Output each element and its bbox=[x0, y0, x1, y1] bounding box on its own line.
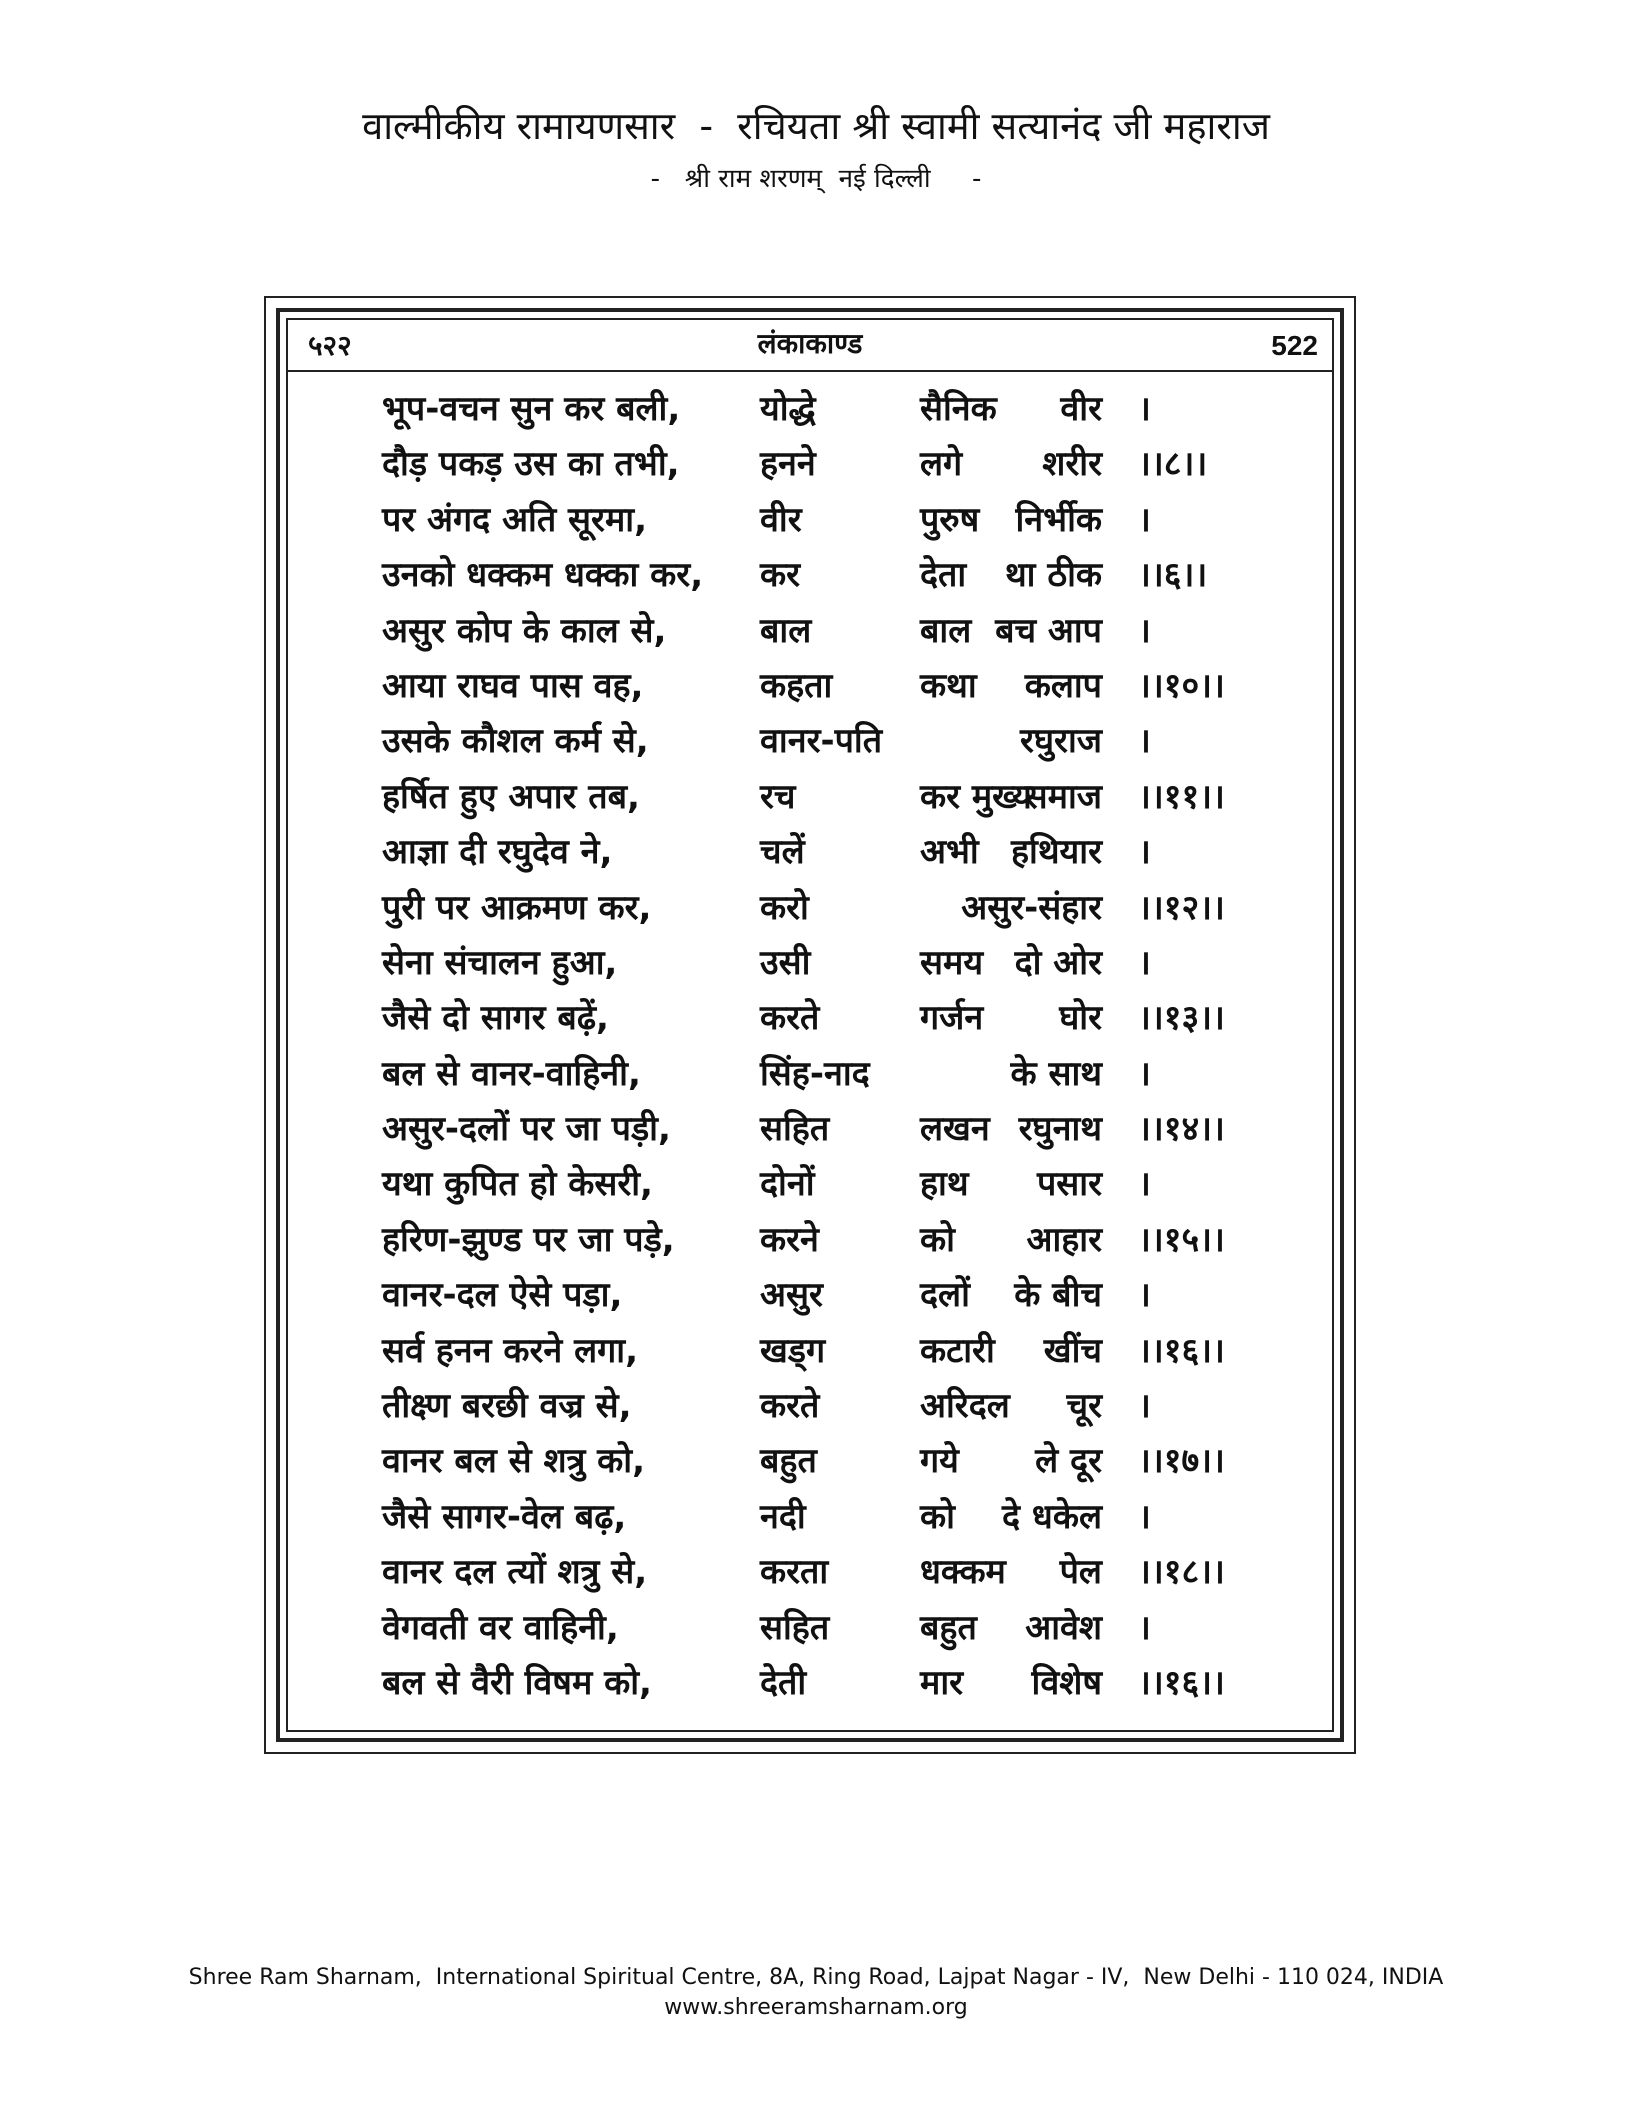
verse-end-mark: ।।१८।। bbox=[1138, 1552, 1225, 1593]
verse-end-mark: । bbox=[1138, 1496, 1151, 1537]
verse-second-half-word: को bbox=[920, 1496, 955, 1537]
verse-first-half: असुर कोप के काल से, bbox=[382, 610, 667, 651]
verse-second-half-word: दे धकेल bbox=[1002, 1496, 1102, 1537]
verse-end-mark: । bbox=[1138, 832, 1151, 873]
verse-end-mark: ।।८।। bbox=[1138, 444, 1208, 485]
verse-second-half-word: करने bbox=[760, 1219, 819, 1260]
verse-end-mark: । bbox=[1138, 1053, 1151, 1094]
verse-end-mark: ।।१५।। bbox=[1138, 1219, 1225, 1260]
verse-second-half-word: सहित bbox=[760, 1607, 830, 1648]
verse-line bbox=[288, 604, 1332, 659]
verse-second-half-word: लखन bbox=[920, 1109, 990, 1150]
verse-line bbox=[288, 493, 1332, 548]
verse-first-half: वानर दल त्यों शत्रु से, bbox=[382, 1552, 648, 1593]
verse-line bbox=[288, 437, 1332, 492]
verse-second-half-word: आवेश bbox=[1025, 1607, 1102, 1648]
verse-line bbox=[288, 881, 1332, 936]
verse-end-mark: । bbox=[1138, 1607, 1151, 1648]
verse-end-mark: ।।११।। bbox=[1138, 776, 1225, 817]
verse-second-half-word: बाल bbox=[920, 610, 972, 651]
verse-first-half: पर अंगद अति सूरमा, bbox=[382, 499, 648, 540]
verse-second-half-word: सैनिक bbox=[920, 389, 997, 429]
verse-second-half-word: बहुत bbox=[760, 1441, 817, 1482]
verse-first-half: पुरी पर आक्रमण कर, bbox=[382, 887, 652, 928]
verse-line bbox=[288, 714, 1332, 769]
verse-end-mark: ।।१४।। bbox=[1138, 1109, 1225, 1150]
verse-second-half-word: हाथ bbox=[920, 1164, 969, 1205]
verse-first-half: उसके कौशल कर्म से, bbox=[382, 721, 649, 762]
page-frame-border bbox=[276, 308, 1344, 1742]
verse-first-half: जैसे सागर-वेल बढ़, bbox=[382, 1496, 627, 1537]
verse-line bbox=[288, 1268, 1332, 1323]
verse-second-half-word: करते bbox=[760, 1386, 820, 1427]
verse-second-half-word: निर्भीक bbox=[1015, 499, 1102, 540]
verse-end-mark: ।।१७।। bbox=[1138, 1441, 1225, 1482]
verse-second-half-word: नदी bbox=[760, 1496, 806, 1537]
verse-second-half-word: वीर bbox=[1060, 389, 1102, 429]
verse-second-half-word: कर मुख्य bbox=[920, 776, 1032, 817]
verse-line bbox=[288, 1490, 1332, 1545]
verse-end-mark: । bbox=[1138, 1164, 1151, 1205]
verse-line bbox=[288, 382, 1332, 437]
verse-second-half-word: गये bbox=[920, 1441, 959, 1482]
verse-first-half: भूप-वचन सुन कर बली, bbox=[382, 389, 681, 429]
verse-first-half: सर्व हनन करने लगा, bbox=[382, 1330, 638, 1371]
verse-line bbox=[288, 1324, 1332, 1379]
verse-end-mark: । bbox=[1138, 389, 1151, 429]
verse-end-mark: ।।६।। bbox=[1138, 555, 1208, 596]
verse-second-half-word: कहता bbox=[760, 665, 833, 706]
page-number-english: 522 bbox=[1271, 330, 1318, 361]
verse-line bbox=[288, 1102, 1332, 1157]
verse-second-half-word: ले दूर bbox=[1035, 1441, 1102, 1482]
verse-second-half-word: आहार bbox=[1026, 1219, 1102, 1260]
verse-list bbox=[288, 382, 1332, 1711]
verse-first-half: हर्षित हुए अपार तब, bbox=[382, 776, 640, 817]
document-header-subtitle: - श्री राम शरणम् नई दिल्ली - bbox=[650, 164, 982, 194]
verse-second-half-word: दो ओर bbox=[1014, 942, 1102, 983]
verse-line bbox=[288, 936, 1332, 991]
verse-second-half-word: देती bbox=[760, 1662, 807, 1703]
verse-first-half: आज्ञा दी रघुदेव ने, bbox=[382, 832, 613, 873]
verse-second-half-word: खींच bbox=[1043, 1330, 1102, 1371]
verse-second-half-word: पेल bbox=[1059, 1552, 1102, 1593]
verse-second-half-word: चूर bbox=[1066, 1386, 1102, 1427]
verse-first-half: बल से वैरी विषम को, bbox=[382, 1662, 652, 1703]
verse-first-half: हरिण-झुण्ड पर जा पड़े, bbox=[382, 1219, 675, 1260]
document-header-title: वाल्मीकीय रामायणसार - रचियता श्री स्वामी सत्यानंद जी महाराज bbox=[362, 104, 1270, 148]
verse-first-half: यथा कुपित हो केसरी, bbox=[382, 1164, 653, 1205]
verse-second-half-word: अभी bbox=[920, 832, 979, 873]
verse-second-half-word: घोर bbox=[1059, 998, 1102, 1039]
verse-end-mark: । bbox=[1138, 942, 1151, 983]
verse-second-half-word: धक्कम bbox=[920, 1552, 1006, 1593]
verse-line bbox=[288, 1157, 1332, 1212]
verse-second-half-word: गर्जन bbox=[920, 998, 984, 1039]
verse-second-half-word: हथियार bbox=[1010, 832, 1102, 873]
section-title: लंकाकाण्ड bbox=[757, 327, 863, 360]
verse-second-half-word: रघुराज bbox=[1020, 721, 1102, 762]
verse-first-half: वानर-दल ऐसे पड़ा, bbox=[382, 1275, 623, 1316]
verse-end-mark: ।।१६।। bbox=[1138, 1662, 1225, 1703]
verse-second-half-word: पसार bbox=[1036, 1164, 1102, 1205]
verse-first-half: वानर बल से शत्रु को, bbox=[382, 1441, 646, 1482]
verse-second-half-word: विशेष bbox=[1031, 1662, 1102, 1703]
page-running-head bbox=[288, 320, 1332, 372]
verse-first-half: जैसे दो सागर बढ़ें, bbox=[382, 998, 609, 1039]
verse-second-half-word: पुरुष bbox=[920, 499, 980, 540]
verse-end-mark: । bbox=[1138, 610, 1151, 651]
verse-second-half-word: समाज bbox=[1024, 776, 1102, 817]
verse-line bbox=[288, 1047, 1332, 1102]
verse-line bbox=[288, 659, 1332, 714]
verse-second-half-word: दलों bbox=[920, 1275, 970, 1316]
verse-line bbox=[288, 1434, 1332, 1489]
verse-end-mark: ।।१३।। bbox=[1138, 998, 1225, 1039]
verse-second-half-word: करता bbox=[760, 1552, 829, 1593]
verse-first-half: सेना संचालन हुआ, bbox=[382, 942, 618, 983]
verse-first-half: आया राघव पास वह, bbox=[382, 665, 644, 706]
verse-line bbox=[288, 770, 1332, 825]
page-content-box bbox=[286, 318, 1334, 1732]
verse-end-mark: ।।१०।। bbox=[1138, 665, 1225, 706]
page-frame bbox=[264, 296, 1356, 1754]
verse-second-half-word: हनने bbox=[760, 444, 816, 485]
verse-second-half-word: दोनों bbox=[760, 1164, 815, 1205]
verse-line bbox=[288, 1545, 1332, 1600]
verse-line bbox=[288, 1656, 1332, 1711]
verse-line bbox=[288, 1601, 1332, 1656]
verse-second-half-word: बाल bbox=[760, 610, 812, 651]
verse-end-mark: ।।१२।। bbox=[1138, 887, 1225, 928]
verse-end-mark: । bbox=[1138, 721, 1151, 762]
verse-line bbox=[288, 548, 1332, 603]
verse-second-half-word: बच आप bbox=[995, 610, 1102, 651]
verse-first-half: असुर-दलों पर जा पड़ी, bbox=[382, 1109, 671, 1150]
verse-second-half-word: बहुत bbox=[920, 1607, 977, 1648]
verse-line bbox=[288, 991, 1332, 1046]
verse-second-half-word: वीर bbox=[760, 499, 802, 540]
footer-website: www.shreeramsharnam.org bbox=[664, 1995, 968, 2020]
verse-first-half: तीक्ष्ण बरछी वज्र से, bbox=[382, 1386, 632, 1427]
verse-line bbox=[288, 1379, 1332, 1434]
verse-second-half-word: रच bbox=[760, 776, 796, 817]
verse-line bbox=[288, 825, 1332, 880]
verse-second-half-word: वानर-पति bbox=[760, 721, 883, 762]
verse-second-half-word: मार bbox=[920, 1662, 964, 1703]
verse-line bbox=[288, 1213, 1332, 1268]
verse-second-half-word: शरीर bbox=[1042, 444, 1102, 485]
verse-second-half-word: के साथ bbox=[1010, 1053, 1102, 1094]
verse-first-half: बल से वानर-वाहिनी, bbox=[382, 1053, 641, 1094]
verse-second-half-word: कथा bbox=[920, 665, 977, 706]
verse-end-mark: । bbox=[1138, 499, 1151, 540]
verse-second-half-word: देता bbox=[920, 555, 967, 596]
verse-second-half-word: अरिदल bbox=[920, 1386, 1010, 1427]
footer-address: Shree Ram Sharnam, International Spiritual Centre, 8A, Ring Road, Lajpat Nagar - IV, New Delhi - 110 024, INDIA bbox=[188, 1965, 1444, 1990]
verse-second-half-word: करते bbox=[760, 998, 820, 1039]
verse-first-half: उनको धक्कम धक्का कर, bbox=[382, 555, 704, 596]
verse-second-half-word: सहित bbox=[760, 1109, 830, 1150]
verse-second-half-word: रघुनाथ bbox=[1018, 1109, 1102, 1150]
verse-first-half: दौड़ पकड़ उस का तभी, bbox=[382, 444, 680, 485]
verse-second-half-word: असुर bbox=[760, 1275, 823, 1316]
verse-second-half-word: कर bbox=[760, 555, 801, 596]
verse-second-half-word: था ठीक bbox=[1004, 555, 1102, 596]
verse-second-half-word: चलें bbox=[760, 832, 805, 873]
verse-second-half-word: कलाप bbox=[1024, 665, 1102, 706]
verse-second-half-word: खड्ग bbox=[760, 1330, 826, 1371]
verse-second-half-word: समय bbox=[920, 942, 984, 983]
verse-second-half-word: उसी bbox=[760, 942, 811, 983]
verse-end-mark: । bbox=[1138, 1386, 1151, 1427]
verse-second-half-word: करो bbox=[760, 887, 809, 928]
verse-end-mark: ।।१६।। bbox=[1138, 1330, 1225, 1371]
verse-second-half-word: कटारी bbox=[920, 1330, 995, 1371]
verse-second-half-word: लगे bbox=[920, 444, 963, 485]
verse-second-half-word: असुर-संहार bbox=[961, 887, 1102, 928]
verse-second-half-word: योद्धे bbox=[760, 389, 816, 429]
verse-second-half-word: के बीच bbox=[1014, 1275, 1102, 1316]
page-number-hindi: ५२२ bbox=[308, 329, 352, 362]
verse-second-half-word: को bbox=[920, 1219, 955, 1260]
verse-second-half-word: सिंह-नाद bbox=[760, 1053, 870, 1094]
verse-first-half: वेगवती वर वाहिनी, bbox=[382, 1607, 619, 1648]
verse-end-mark: । bbox=[1138, 1275, 1151, 1316]
